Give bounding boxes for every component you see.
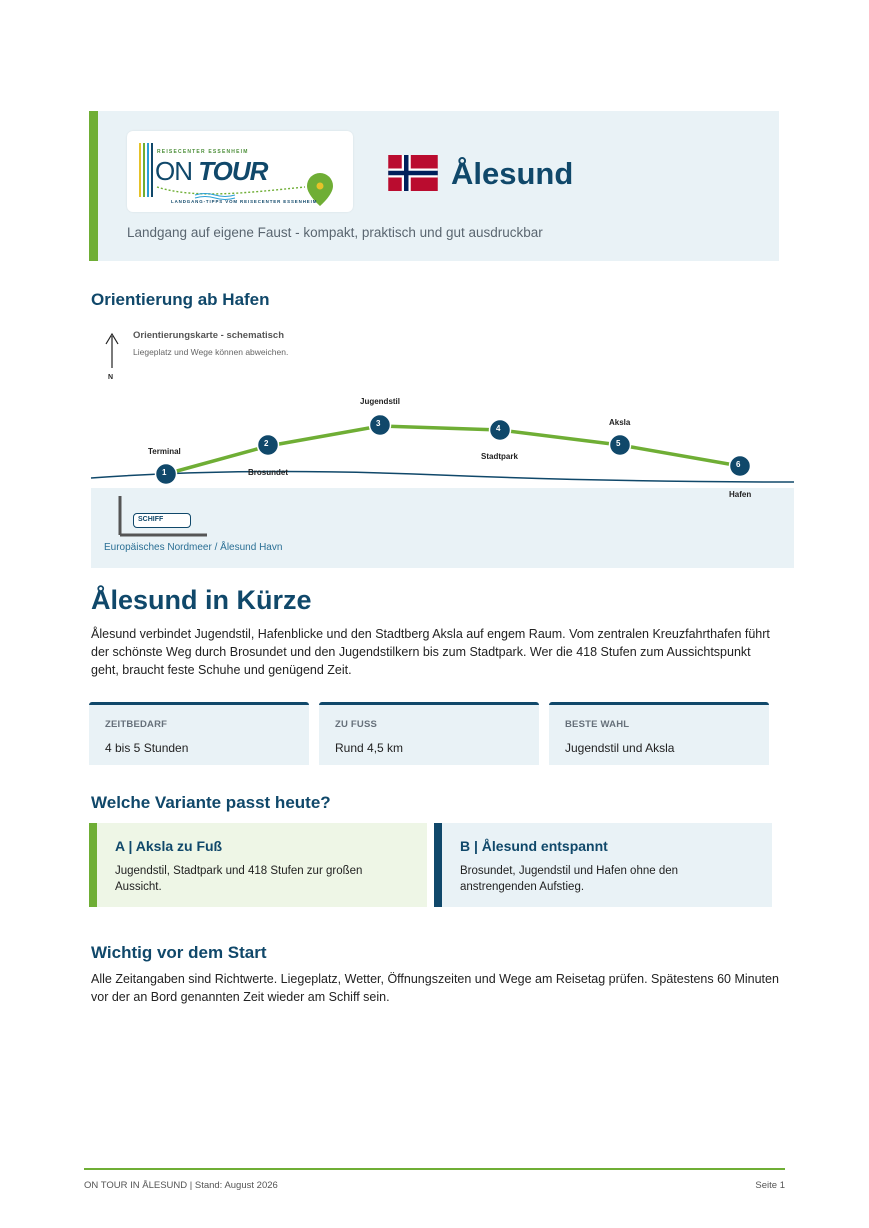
logo-wordmark: ON TOUR (155, 156, 268, 186)
stop-number-5: 5 (616, 439, 621, 448)
norway-flag-icon (385, 155, 441, 191)
map-title: Orientierungskarte - schematisch (133, 330, 284, 341)
variant-accent-bar (434, 823, 442, 907)
stop-label-brosundet: Brosundet (248, 468, 288, 477)
stat-label: BESTE WAHL (565, 719, 630, 730)
important-text: Alle Zeitangaben sind Richtwerte. Liegeplatz, Wetter, Öffnungszeiten und Wege am Reisetag prüfen. Spätestens 60 Minuten vor der an Bord genannten Zeit wieder am Schiff sein. (91, 972, 779, 1004)
map-note: Liegeplatz und Wege können abweichen. (133, 347, 289, 357)
stop-label-terminal: Terminal (148, 447, 181, 456)
orientation-map (0, 320, 869, 570)
section-heading-variants: Welche Variante passt heute? (91, 793, 331, 812)
stop-number-2: 2 (264, 439, 269, 448)
walking-route (166, 426, 740, 474)
footer-divider (84, 1168, 785, 1170)
stop-label-stadtpark: Stadtpark (481, 452, 518, 461)
stop-label-jugendstil: Jugendstil (360, 397, 401, 406)
summary-text: Ålesund verbindet Jugendstil, Hafenblicke und den Stadtberg Aksla auf engem Raum. Vom zentralen Kreuzfahrthafen führt der schönste Weg durch Brosundet und den Jugendstilkern bis zum Stadtpark. Wer die 418 Stufen zum Aussichtspunkt geht, braucht feste Schuhe und genügend Zeit. (91, 627, 770, 677)
stat-card-time (89, 702, 309, 765)
stop-number-1: 1 (162, 468, 167, 477)
stat-card-distance (319, 702, 539, 765)
banner-accent-bar (89, 111, 98, 261)
map-graphic (0, 320, 869, 570)
section-heading-important: Wichtig vor dem Start (91, 943, 267, 962)
on-tour-logo (127, 131, 353, 212)
coastline (91, 472, 794, 482)
section-heading-orientation: Orientierung ab Hafen (91, 290, 270, 309)
stop-label-hafen: Hafen (729, 490, 752, 499)
harbor-caption: Europäisches Nordmeer / Ålesund Havn (104, 542, 283, 553)
variant-title: A | Aksla zu Fuß (115, 838, 223, 854)
stop-number-4: 4 (496, 424, 501, 433)
section-heading-summary: Ålesund in Kürze (91, 585, 312, 615)
variant-title: B | Ålesund entspannt (460, 838, 608, 854)
footer-left: ON TOUR IN ÅLESUND | Stand: August 2026 (84, 1180, 278, 1191)
stat-value: Jugendstil und Aksla (565, 741, 675, 755)
stop-number-6: 6 (736, 460, 741, 469)
variant-card-b (434, 823, 772, 907)
stat-card-best-choice (549, 702, 769, 765)
stat-value: 4 bis 5 Stunden (105, 741, 189, 755)
stat-value: Rund 4,5 km (335, 741, 404, 755)
variant-text: Jugendstil, Stadtpark und 418 Stufen zur großen Aussicht. (115, 865, 363, 893)
banner-subtitle: Landgang auf eigene Faust - kompakt, praktisch und gut ausdruckbar (127, 225, 543, 240)
header-banner (89, 111, 779, 261)
stat-label: ZU FUSS (335, 719, 378, 730)
stat-label: ZEITBEDARF (105, 719, 168, 730)
logo-top-text: REISECENTER ESSENHEIM (157, 149, 249, 155)
ship-marker: SCHIFF (133, 513, 191, 528)
variant-accent-bar (89, 823, 97, 907)
logo-route-pin-icon (155, 171, 355, 211)
stop-label-aksla: Aksla (609, 418, 631, 427)
page-title: Ålesund (451, 156, 574, 191)
harbor-water (91, 488, 794, 568)
north-label: N (108, 374, 114, 381)
variant-card-a (89, 823, 427, 907)
stop-number-3: 3 (376, 419, 381, 428)
page-number: Seite 1 (755, 1180, 785, 1191)
variant-text: Brosundet, Jugendstil und Hafen ohne den anstrengenden Aufstieg. (460, 865, 679, 893)
logo-subtitle: LANDGANG-TIPPS VOM REISECENTER ESSENHEIM (171, 199, 318, 204)
